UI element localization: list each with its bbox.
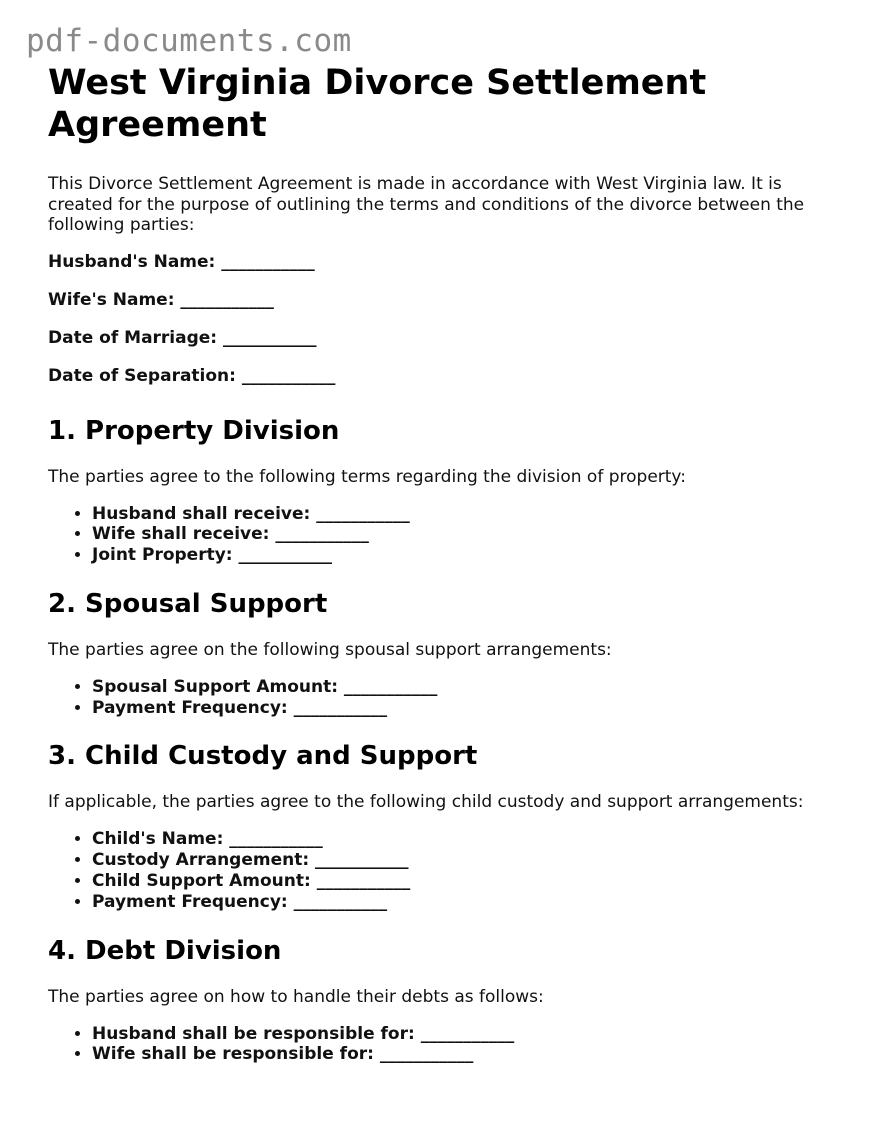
husband-name-field: Husband's Name: ___________ (48, 251, 315, 272)
list-item: • Husband shall be responsible for: ___________ (92, 1024, 838, 1045)
list-item: • Payment Frequency: ___________ (92, 698, 838, 719)
list-item: • Spousal Support Amount: ___________ (92, 677, 838, 698)
watermark: pdf-documents.com (26, 23, 352, 59)
list-item: • Wife shall receive: ___________ (92, 524, 838, 545)
party-fields (48, 252, 838, 387)
section-spousal-support (48, 588, 838, 719)
intro-paragraph: This Divorce Settlement Agreement is made in accordance with West Virginia law. It is created for the purpose of outlining the terms and conditions of the divorce between the following parties: (48, 174, 805, 235)
wife-name-field: Wife's Name: ___________ (48, 289, 274, 310)
date-of-separation-field: Date of Separation: ___________ (48, 365, 336, 386)
list-item: • Custody Arrangement: ___________ (92, 850, 838, 871)
section-list (48, 1024, 838, 1066)
list-item: • Husband shall receive: ___________ (92, 504, 838, 525)
document-page (48, 62, 838, 1065)
section-list (48, 504, 838, 566)
section-property-division (48, 415, 838, 566)
list-item: • Wife shall be responsible for: ___________ (92, 1044, 838, 1065)
section-text: The parties agree to the following terms regarding the division of property: (48, 466, 686, 487)
section-list (48, 677, 838, 719)
section-text: If applicable, the parties agree to the following child custody and support arrangements: (48, 792, 804, 813)
section-list (48, 829, 838, 912)
list-item: • Child's Name: ___________ (92, 829, 838, 850)
section-debt-division (48, 935, 838, 1066)
section-heading: 1. Property Division (48, 415, 340, 446)
list-item: • Payment Frequency: ___________ (92, 892, 838, 913)
section-heading: 3. Child Custody and Support (48, 741, 478, 772)
document-title: West Virginia Divorce Settlement Agreement (48, 63, 707, 145)
date-of-marriage-field: Date of Marriage: ___________ (48, 327, 317, 348)
list-item: • Joint Property: ___________ (92, 545, 838, 566)
section-text: The parties agree on the following spousal support arrangements: (48, 639, 612, 660)
section-text: The parties agree on how to handle their debts as follows: (48, 986, 544, 1007)
section-child-custody (48, 740, 838, 912)
section-heading: 2. Spousal Support (48, 588, 328, 619)
section-heading: 4. Debt Division (48, 935, 282, 966)
list-item: • Child Support Amount: ___________ (92, 871, 838, 892)
